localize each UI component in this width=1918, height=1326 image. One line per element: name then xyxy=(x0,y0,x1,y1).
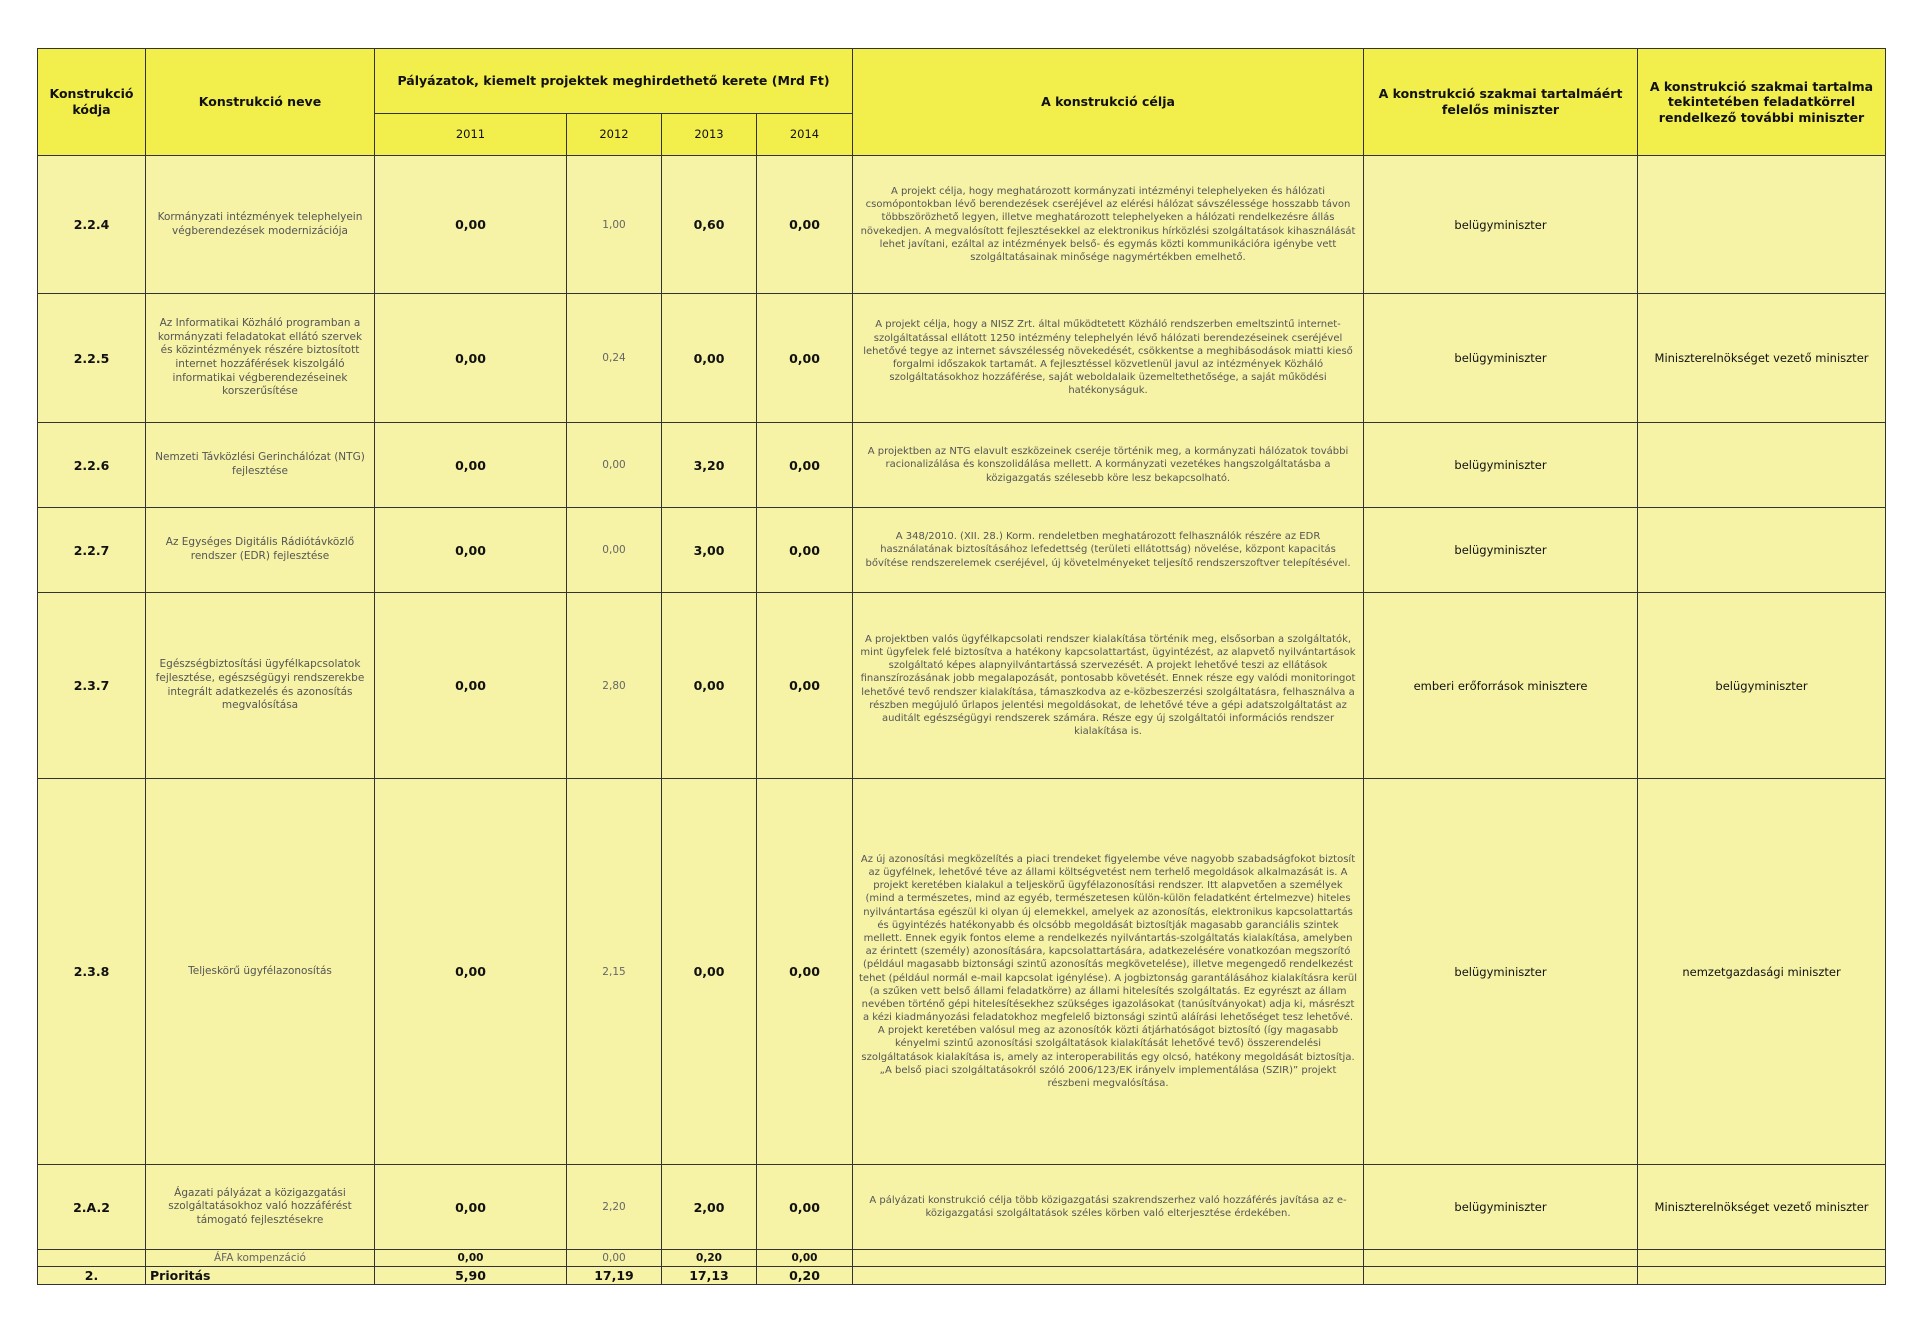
value-2011: 0,00 xyxy=(375,593,567,779)
other-minister: nemzetgazdasági miniszter xyxy=(1638,779,1886,1165)
construction-code: 2.2.7 xyxy=(38,508,146,593)
header-name: Konstrukció neve xyxy=(146,49,375,156)
other-minister: Miniszterelnökséget vezető miniszter xyxy=(1638,1165,1886,1250)
construction-code: 2.3.7 xyxy=(38,593,146,779)
construction-goal: A projektben valós ügyfélkapcsolati rendszer kialakítása történik meg, elsősorban a szolgáltatók, mint ügyfelek felé biztosítva a hatékony kapcsolattartást, ügyintézést, az alapvető nyilvántartások szolgáltató képes alapnyilvántartássá szervezését. A projekt lehetővé teszi az ellátások finanszírozásának jobb megalapozását, pontosabb követését. Ennek része egy valódi monitoringot lehetővé tevő rendszer kialakítása, támaszkodva az e-közbeszerzési szolgáltatásra, felhasználva a részben megújuló űrlapos jelentési megoldásokat, de lehetővé téve a gépi adatszolgáltatást az auditált egészségügyi rendszerek számára. Része egy új szolgáltatói információs rendszer kialakítása is. xyxy=(853,593,1364,779)
construction-name: Egészségbiztosítási ügyfélkapcsolatok fejlesztése, egészségügyi rendszerekbe integrált adatkezelés és azonosítás megvalósítása xyxy=(146,593,375,779)
value-2014: 0,00 xyxy=(757,156,853,294)
afa-code xyxy=(38,1250,146,1267)
value-2013: 0,00 xyxy=(662,779,757,1165)
afa-name: ÁFA kompenzáció xyxy=(146,1250,375,1267)
header-code: Konstrukció kódja xyxy=(38,49,146,156)
value-2011: 0,00 xyxy=(375,294,567,423)
afa-minister xyxy=(1364,1250,1638,1267)
table-row xyxy=(38,156,1886,294)
value-2012: 0,24 xyxy=(567,294,662,423)
value-2014: 0,00 xyxy=(757,1165,853,1250)
value-2013: 3,20 xyxy=(662,423,757,508)
construction-goal: A projekt célja, hogy a NISZ Zrt. által működtetett Közháló rendszerben emeltszintű internet-szolgáltatással ellátott 1250 intézmény telephelyén lévő hálózati berendezéseinek cseréjével lehetővé tegye az internet sávszélesség növekedését, csökkentse a meghibásodások miatti kieső forgalmi időszakok tartamát. A fejlesztéssel közvetlenül javul az intézmények Közháló szolgáltatásokhoz hozzáférése, saját weboldalaik üzemeltethetősége, a saját működési hatékonyságuk. xyxy=(853,294,1364,423)
afa-2014: 0,00 xyxy=(757,1250,853,1267)
value-2014: 0,00 xyxy=(757,508,853,593)
header-year-2011: 2011 xyxy=(375,114,567,156)
construction-goal: A pályázati konstrukció célja több közigazgatási szakrendszerhez való hozzáférés javítása az e-közigazgatási szolgáltatások széles körben való elterjesztése érdekében. xyxy=(853,1165,1364,1250)
construction-table xyxy=(37,48,1886,1285)
total-goal xyxy=(853,1267,1364,1285)
total-2014: 0,20 xyxy=(757,1267,853,1285)
table-row xyxy=(38,508,1886,593)
header-minister: A konstrukció szakmai tartalmáért felelős miniszter xyxy=(1364,49,1638,156)
table-row xyxy=(38,779,1886,1165)
afa-row xyxy=(38,1250,1886,1267)
construction-name: Nemzeti Távközlési Gerinchálózat (NTG) fejlesztése xyxy=(146,423,375,508)
value-2012: 1,00 xyxy=(567,156,662,294)
value-2012: 2,20 xyxy=(567,1165,662,1250)
afa-goal xyxy=(853,1250,1364,1267)
construction-name: Az Egységes Digitális Rádiótávközlő rendszer (EDR) fejlesztése xyxy=(146,508,375,593)
value-2011: 0,00 xyxy=(375,508,567,593)
afa-other xyxy=(1638,1250,1886,1267)
other-minister xyxy=(1638,156,1886,294)
responsible-minister: belügyminiszter xyxy=(1364,423,1638,508)
value-2014: 0,00 xyxy=(757,423,853,508)
header-other-minister: A konstrukció szakmai tartalma tekintetében feladatkörrel rendelkező további miniszter xyxy=(1638,49,1886,156)
header-budget: Pályázatok, kiemelt projektek meghirdethető kerete (Mrd Ft) xyxy=(375,49,853,114)
value-2011: 0,00 xyxy=(375,156,567,294)
header-year-2014: 2014 xyxy=(757,114,853,156)
construction-code: 2.A.2 xyxy=(38,1165,146,1250)
table-row xyxy=(38,294,1886,423)
value-2012: 2,80 xyxy=(567,593,662,779)
value-2011: 0,00 xyxy=(375,423,567,508)
afa-2011: 0,00 xyxy=(375,1250,567,1267)
total-2013: 17,13 xyxy=(662,1267,757,1285)
responsible-minister: belügyminiszter xyxy=(1364,779,1638,1165)
value-2013: 0,00 xyxy=(662,294,757,423)
table-row xyxy=(38,423,1886,508)
afa-2012: 0,00 xyxy=(567,1250,662,1267)
construction-name: Ágazati pályázat a közigazgatási szolgáltatásokhoz való hozzáférést támogató fejlesztésekre xyxy=(146,1165,375,1250)
construction-name: Kormányzati intézmények telephelyein végberendezések modernizációja xyxy=(146,156,375,294)
table-row xyxy=(38,593,1886,779)
responsible-minister: belügyminiszter xyxy=(1364,1165,1638,1250)
responsible-minister: belügyminiszter xyxy=(1364,508,1638,593)
total-minister xyxy=(1364,1267,1638,1285)
value-2012: 0,00 xyxy=(567,423,662,508)
other-minister xyxy=(1638,508,1886,593)
other-minister: belügyminiszter xyxy=(1638,593,1886,779)
construction-goal: Az új azonosítási megközelítés a piaci trendeket figyelembe véve nagyobb szabadságfokot biztosít az ügyfélnek, lehetővé téve az állami költségvetést nem terhelő megoldások alkalmazását is. A projekt keretében kialakul a teljeskörű ügyfélazonosítási rendszer. Itt alapvetően a személyek (mind a természetes, mind az egyéb, természetesen külön-külön feladatként értelmezve) hiteles nyilvántartása egészül ki olyan új elemekkel, amelyek az azonosítás, elektronikus kapcsolattartás és ügyintézés hatékonyabb és olcsóbb megoldását biztosítják magasabb garanciális szintek mellett. Ennek egyik fontos eleme a rendelkezés nyilvántartás-szolgáltatás kialakítása, amelyben az érintett (személy) azonosítására, kapcsolattartására, adatkezelésére vonatkozóan megszorító (például magasabb biztonsági szintű azonosítás megkövetelése), illetve megengedő rendelkezést tehet (például normál e-mail kapcsolat igénylése). A jogbiztonság garantálásához kialakításra kerül (a szűken vett belső állami feladatkörre) az állami hitelesítés szolgáltatás. Ez egyrészt az állam nevében történő gépi hitelesítésekhez szükséges igazolásokat (tanúsítványokat) adja ki, másrészt a kézi kiadmányozási feladatokhoz megfelelő biztonsági szintű aláírási lehetőséget tesz lehetővé. A projekt keretében valósul meg az azonosítók közti átjárhatóságot biztosító (így magasabb kényelmi szintű azonosítási szolgáltatások kialakítását lehetővé tevő) összerendelési szolgáltatások kialakítása is, amely az interoperabilitás egy olcsó, hatékony megoldását biztosítja. „A belső piaci szolgáltatásokról szóló 2006/123/EK irányelv implementálása (SZIR)” projekt részbeni megvalósítása. xyxy=(853,779,1364,1165)
construction-goal: A 348/2010. (XII. 28.) Korm. rendeletben meghatározott felhasználók részére az EDR használatának biztosításához lefedettség (területi ellátottság) növelése, központ kapacitás bővítése rendszerelemek cseréjével, új követelményeket teljesítő rendszerszoftver telepítésével. xyxy=(853,508,1364,593)
total-2011: 5,90 xyxy=(375,1267,567,1285)
construction-code: 2.2.4 xyxy=(38,156,146,294)
afa-2013: 0,20 xyxy=(662,1250,757,1267)
construction-goal: A projektben az NTG elavult eszközeinek cseréje történik meg, a kormányzati hálózatok további racionalizálása és konszolidálása mellett. A kormányzati vezetékes hangszolgáltatásba a közigazgatás szélesebb köre lesz bekapcsolható. xyxy=(853,423,1364,508)
other-minister xyxy=(1638,423,1886,508)
responsible-minister: belügyminiszter xyxy=(1364,156,1638,294)
value-2011: 0,00 xyxy=(375,779,567,1165)
value-2013: 0,60 xyxy=(662,156,757,294)
total-2012: 17,19 xyxy=(567,1267,662,1285)
total-code: 2. xyxy=(38,1267,146,1285)
value-2014: 0,00 xyxy=(757,294,853,423)
other-minister: Miniszterelnökséget vezető miniszter xyxy=(1638,294,1886,423)
value-2012: 2,15 xyxy=(567,779,662,1165)
total-name: Prioritás xyxy=(146,1267,375,1285)
value-2013: 0,00 xyxy=(662,593,757,779)
value-2013: 3,00 xyxy=(662,508,757,593)
header-year-2012: 2012 xyxy=(567,114,662,156)
total-row xyxy=(38,1267,1886,1285)
construction-code: 2.2.5 xyxy=(38,294,146,423)
construction-code: 2.3.8 xyxy=(38,779,146,1165)
value-2013: 2,00 xyxy=(662,1165,757,1250)
construction-goal: A projekt célja, hogy meghatározott kormányzati intézményi telephelyeken és hálózati csomópontokban lévő berendezések cseréjével az elérési hálózat sávszélessége hosszabb távon többszörözhető legyen, illetve meghatározott telephelyeken a hálózati rendelkezésre állás növekedjen. A megvalósított fejlesztésekkel az elektronikus hírközlési szolgáltatások kihasználását lehet javítani, ezáltal az intézmények belső- és egymás közti kommunikációra igénybe vett szolgáltatásainak minősége nagymértékben emelhető. xyxy=(853,156,1364,294)
responsible-minister: emberi erőforrások minisztere xyxy=(1364,593,1638,779)
table-row xyxy=(38,1165,1886,1250)
header-goal: A konstrukció célja xyxy=(853,49,1364,156)
value-2011: 0,00 xyxy=(375,1165,567,1250)
value-2014: 0,00 xyxy=(757,593,853,779)
total-other xyxy=(1638,1267,1886,1285)
header-year-2013: 2013 xyxy=(662,114,757,156)
construction-code: 2.2.6 xyxy=(38,423,146,508)
construction-name: Teljeskörű ügyfélazonosítás xyxy=(146,779,375,1165)
value-2014: 0,00 xyxy=(757,779,853,1165)
responsible-minister: belügyminiszter xyxy=(1364,294,1638,423)
value-2012: 0,00 xyxy=(567,508,662,593)
construction-name: Az Informatikai Közháló programban a kormányzati feladatokat ellátó szervek és közintézmények részére biztosított internet hozzáférések kiszolgáló informatikai végberendezéseinek korszerűsítése xyxy=(146,294,375,423)
